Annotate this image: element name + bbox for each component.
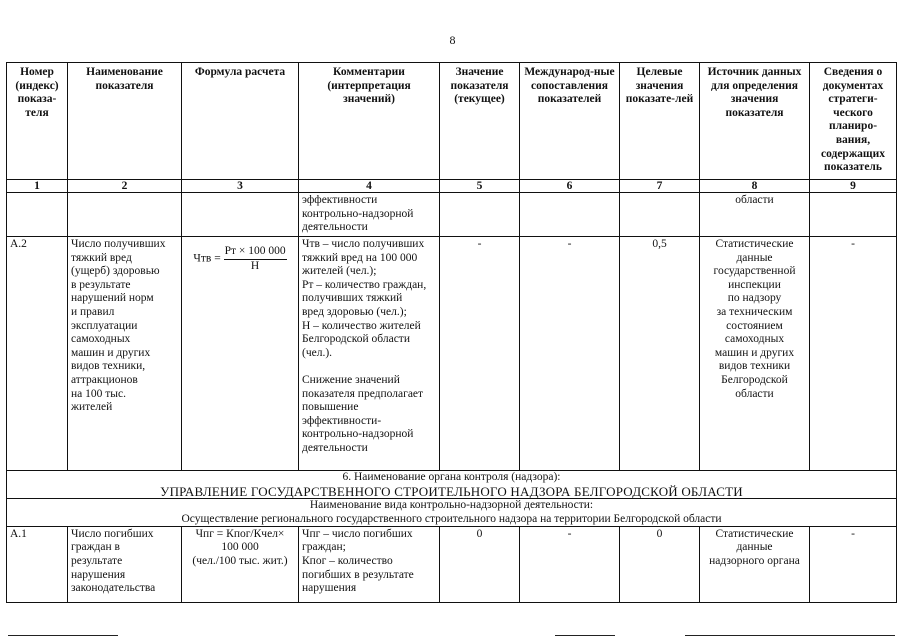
formula-denominator: Н <box>250 259 260 272</box>
activity-kind: Осуществление регионального государственного строительного надзора на территории Белгородской области <box>181 512 722 525</box>
section-title: 6. Наименование органа контроля (надзора): <box>342 471 561 483</box>
header-cell: Международ-ные сопоставления показателей <box>520 63 620 180</box>
formula-cell <box>182 526 299 602</box>
current-value-cell: - <box>440 237 520 471</box>
source-cell: Статистические данные надзорного органа <box>700 526 810 602</box>
name-cell: Число погибших граждан в результате нарушения законодательства <box>68 526 182 602</box>
column-number: 9 <box>810 180 897 193</box>
indicators-table <box>6 62 897 603</box>
name-cell: Число получивших тяжкий вред (ущерб) здоровью в результате нарушений норм и правил эксплуатации самоходных машин и других видов техники, аттракционов на 100 тыс. жителей <box>68 237 182 471</box>
page-number: 8 <box>449 33 456 47</box>
column-number: 5 <box>440 180 520 193</box>
target-value-cell: 0,5 <box>620 237 700 471</box>
source-cell: области <box>700 193 810 237</box>
formula-lhs: Чтв = <box>193 252 224 265</box>
comment-cell: эффективности контрольно-надзорной деятельности <box>299 193 440 237</box>
column-number: 6 <box>520 180 620 193</box>
header-cell: Формула расчета <box>182 63 299 180</box>
column-number-row <box>7 180 897 193</box>
international-cell: - <box>520 526 620 602</box>
section-6-header <box>7 471 897 499</box>
formula-line: 100 000 <box>221 541 259 554</box>
formula-units: (чел./100 тыс. жит.) <box>192 554 288 567</box>
continued-row <box>7 193 897 237</box>
column-number: 1 <box>7 180 68 193</box>
header-row <box>7 63 897 180</box>
organization-name: УПРАВЛЕНИЕ ГОСУДАРСТВЕННОГО СТРОИТЕЛЬНОГО НАДЗОРА БЕЛГОРОДСКОЙ ОБЛАСТИ <box>160 483 743 499</box>
column-number: 7 <box>620 180 700 193</box>
formula-numerator: Рт × 100 000 <box>224 245 287 260</box>
header-cell: Целевые значения показате-лей <box>620 63 700 180</box>
international-cell: - <box>520 237 620 471</box>
header-cell: Значение показателя (текущее) <box>440 63 520 180</box>
footer-rule <box>8 635 118 636</box>
column-number: 8 <box>700 180 810 193</box>
target-value-cell: 0 <box>620 526 700 602</box>
formula-fraction <box>224 245 287 273</box>
column-number: 4 <box>299 180 440 193</box>
header-cell: Наименование показателя <box>68 63 182 180</box>
table-row-a1 <box>7 526 897 602</box>
column-number: 2 <box>68 180 182 193</box>
header-cell: Сведения о документах стратеги-ческого планиро-вания, содержащих показатель <box>810 63 897 180</box>
comment-cell: Чтв – число получивших тяжкий вред на 100 000 жителей (чел.); Рт – количество граждан, получивших тяжкий вред здоровью (чел.); Н – количество жителей Белгородской области (чел.). Снижение значений показателя предполагает повышение эффективности- контрольно-надзорной деятельности <box>299 237 440 471</box>
table-row-a2 <box>7 237 897 471</box>
comment-cell: Чпг – число погибших граждан; Кпог – количество погибших в результате нарушения <box>299 526 440 602</box>
documents-cell: - <box>810 526 897 602</box>
documents-cell: - <box>810 237 897 471</box>
activity-kind-header <box>7 499 897 527</box>
current-value-cell: 0 <box>440 526 520 602</box>
column-number: 3 <box>182 180 299 193</box>
header-cell: Номер (индекс) показа-теля <box>7 63 68 180</box>
footer-rule <box>685 635 895 636</box>
header-cell: Комментарии (интерпретация значений) <box>299 63 440 180</box>
formula-cell <box>182 237 299 471</box>
footer-rule <box>555 635 615 636</box>
header-cell: Источник данных для определения значения показателя <box>700 63 810 180</box>
source-cell: Статистические данные государственной инспекции по надзору за техническим состоянием самоходных машин и других видов техники Белгородской области <box>700 237 810 471</box>
index-cell: А.1 <box>7 526 68 602</box>
index-cell: А.2 <box>7 237 68 471</box>
activity-kind-title: Наименование вида контрольно-надзорной деятельности: <box>309 499 594 512</box>
formula-line: Чпг = Кпог/Кчел× <box>195 527 285 540</box>
